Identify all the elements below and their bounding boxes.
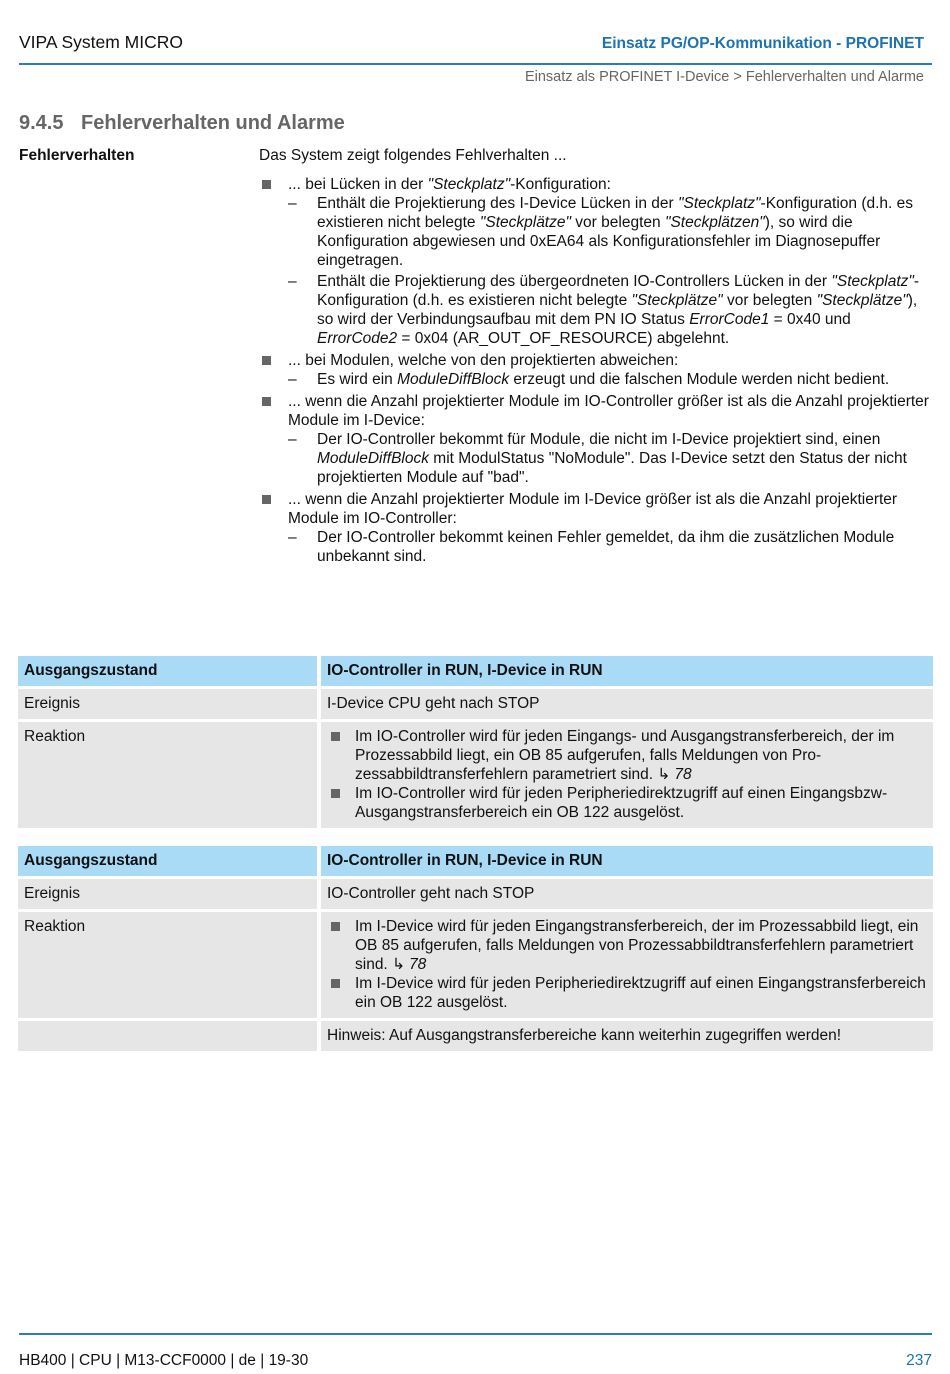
state-table-controller-stop (18, 843, 933, 1054)
table-row (18, 912, 933, 1018)
body-text (259, 146, 935, 569)
page-reference-arrow-icon: ↳ (657, 766, 671, 783)
list-item: Im I-Device wird für jeden Peripheriedirektzugriff auf einen Eingangstransferbereich ein OB 122 ausgelöst. (327, 974, 927, 1012)
sub-list-item: – Der IO-Controller bekommt keinen Fehler gemeldet, da ihm die zusätzlichen Module unbekannt sind. (288, 529, 895, 565)
section-number: 9.4.5 (19, 112, 64, 134)
reaction-list (327, 727, 927, 822)
table-row (18, 846, 933, 876)
table-empty-cell (18, 1021, 321, 1051)
page-reference-link[interactable]: ↳ 78 (657, 766, 692, 783)
square-bullet-icon (262, 495, 271, 504)
square-bullet-icon (262, 180, 271, 189)
sub-list-item: – Enthält die Projektierung des I-Device Lücken in der "Steckplatz"-Konfiguration (d.h. es existieren nicht belegte "Steckplätze" vor belegten "Steckplätzen"), so wird die Konfiguration abgewiesen und 0xEA64 als Konfigurationsfehler im Diagnosepuffer eingetragen. (288, 195, 914, 269)
list-item: ... bei Modulen, welche von den projektierten abweichen: – Es wird ein ModuleDiffBlock erzeugt und die falschen Module werden nicht bedient. (259, 351, 935, 389)
table-head-value: IO-Controller in RUN, I-Device in RUN (321, 846, 933, 876)
sub-list (288, 430, 935, 487)
table-note: Hinweis: Auf Ausgangstransferbereiche kann weiterhin zugegriffen werden! (321, 1021, 933, 1051)
list-item: Im IO-Controller wird für jeden Peripheriedirektzugriff auf einen Eingangsbzw- Ausgangstransferbereich ein OB 122 ausgelöst. (327, 784, 927, 822)
table-head-value: IO-Controller in RUN, I-Device in RUN (321, 656, 933, 686)
dash-bullet-icon: – (288, 529, 297, 546)
intro-text: Das System zeigt folgendes Fehlverhalten ... (259, 147, 567, 164)
list-item: ... bei Lücken in der "Steckplatz"-Konfiguration: – Enthält die Projektierung des I-Device Lücken in der "Steckplatz"-Konfiguration (d.h. es existieren nicht belegte "Steckplätze" vor belegten "Steckplätzen"), so wird die Konfiguration abgewiesen und 0xEA64 als Konfigurationsfehler im Diagnosepuffer eingetragen. – Enthält die Projektierung des übergeordneten IO-Controllers Lücken in der "Steckplatz"-Konfiguration (d.h. es existieren nicht belegte "Steckplätze" vor belegten "Steckplätze"), so wird der Verbindungsaufbau mit dem PN IO Status ErrorCode1 = 0x40 und ErrorCode2 = 0x04 (AR_OUT_OF_RESOURCE) abgelehnt. (259, 175, 935, 348)
list-item: ... wenn die Anzahl projektierter Module im I-Device größer ist als die Anzahl projektierter Module im IO-Controller: – Der IO-Controller bekommt keinen Fehler gemeldet, da ihm die zusätzlichen Module unbekannt sind. (259, 490, 935, 566)
table-reaction-value (321, 722, 933, 828)
sub-list-item: – Der IO-Controller bekommt für Module, die nicht im I-Device projektiert sind, einen ModuleDiffBlock mit ModulStatus "NoModule". Das I-Device setzt den Status der nicht projektierten Module auf "bad". (288, 431, 907, 486)
square-bullet-icon (262, 397, 271, 406)
sub-list-item: – Enthält die Projektierung des übergeordneten IO-Controllers Lücken in der "Steckplatz"-Konfiguration (d.h. es existieren nicht belegte "Steckplätze" vor belegten "Steckplätze"), so wird der Verbindungsaufbau mit dem PN IO Status ErrorCode1 = 0x40 und ErrorCode2 = 0x04 (AR_OUT_OF_RESOURCE) abgelehnt. (288, 273, 920, 347)
dash-bullet-icon: – (288, 431, 297, 448)
square-bullet-icon (331, 732, 340, 741)
page-reference-arrow-icon: ↳ (392, 956, 406, 973)
list-item: Im I-Device wird für jeden Eingangstransferbereich, der im Prozessabbild liegt, ein OB 85 aufgerufen, falls Meldungen von Prozessabbildtransferfehlern parametriert sind. ↳ 78 (327, 917, 927, 974)
footer-document-id: HB400 | CPU | M13-CCF0000 | de | 19-30 (19, 1352, 309, 1369)
breadcrumb: Einsatz als PROFINET I-Device > Fehlerverhalten und Alarme (524, 69, 924, 85)
table-row (18, 1021, 933, 1051)
reaction-list (327, 917, 927, 1012)
error-behaviour-list (259, 175, 935, 566)
table-reaction-label: Reaktion (18, 722, 321, 828)
header-product-title: VIPA System MICRO (19, 32, 184, 52)
table-head-label: Ausgangszustand (18, 846, 321, 876)
dash-bullet-icon: – (288, 371, 297, 388)
table-row (18, 722, 933, 828)
side-label: Fehlerverhalten (19, 147, 135, 164)
section-heading: Fehlerverhalten und Alarme (81, 112, 345, 134)
header-chapter-title: Einsatz PG/OP-Kommunikation - PROFINET (601, 35, 924, 52)
page-number: 237 (906, 1352, 932, 1369)
sub-list-item: – Es wird ein ModuleDiffBlock erzeugt und die falschen Module werden nicht bedient. (288, 371, 890, 388)
dash-bullet-icon: – (288, 195, 297, 212)
square-bullet-icon (262, 356, 271, 365)
dash-bullet-icon: – (288, 273, 297, 290)
table-reaction-label: Reaktion (18, 912, 321, 1018)
table-row (18, 879, 933, 909)
table-head-label: Ausgangszustand (18, 656, 321, 686)
footer-divider (19, 1333, 932, 1335)
list-item: Im IO-Controller wird für jeden Eingangs- und Ausgangstransferbereich, der im Prozessabbild liegt, ein OB 85 aufgerufen, falls Meldungen von Prozessabbildtransferfehlern parametriert sind. ↳ 78 (327, 727, 927, 784)
table-event-value: IO-Controller geht nach STOP (321, 879, 933, 909)
table-reaction-value (321, 912, 933, 1018)
list-item: ... wenn die Anzahl projektierter Module im IO-Controller größer ist als die Anzahl projektierter Module im I-Device: – Der IO-Controller bekommt für Module, die nicht im I-Device projektiert sind, einen ModuleDiffBlock mit ModulStatus "NoModule". Das I-Device setzt den Status der nicht projektierten Module auf "bad". (259, 392, 935, 487)
sub-list (288, 194, 935, 348)
table-event-label: Ereignis (18, 879, 321, 909)
square-bullet-icon (331, 979, 340, 988)
state-table-device-stop (18, 653, 933, 831)
page-reference-link[interactable]: ↳ 78 (392, 956, 427, 973)
section-title (19, 114, 345, 133)
table-event-label: Ereignis (18, 689, 321, 719)
sub-list (288, 528, 935, 566)
table-event-value: I-Device CPU geht nach STOP (321, 689, 933, 719)
sub-list (288, 370, 935, 389)
square-bullet-icon (331, 922, 340, 931)
table-row (18, 656, 933, 686)
square-bullet-icon (331, 789, 340, 798)
header-divider (19, 63, 932, 65)
table-row (18, 689, 933, 719)
